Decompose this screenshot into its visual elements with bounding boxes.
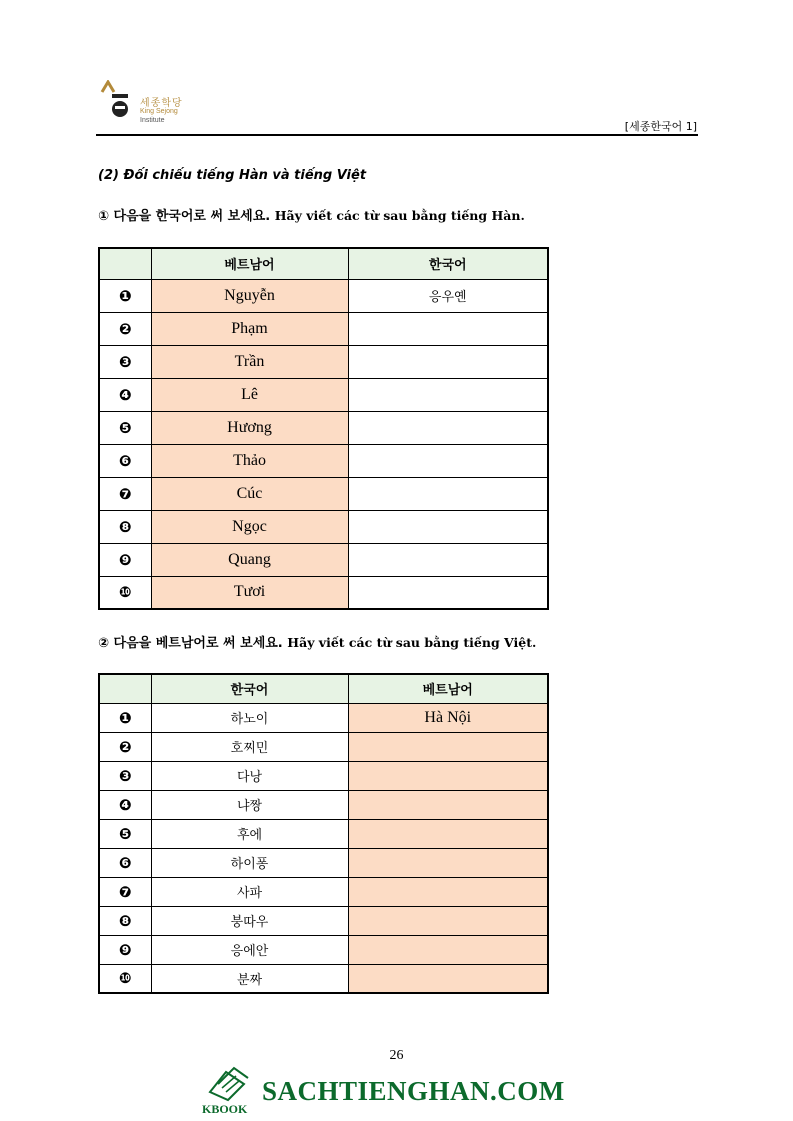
sejong-logo xyxy=(98,80,208,130)
header-divider xyxy=(96,134,698,136)
row-number: ❷ xyxy=(99,732,151,761)
row-number: ❿ xyxy=(99,576,151,609)
row-number: ❷ xyxy=(99,312,151,345)
korean-word: 후에 xyxy=(151,819,348,848)
vietnamese-word: Hương xyxy=(151,411,348,444)
row-number: ❽ xyxy=(99,906,151,935)
book-label: [세종한국어 1] xyxy=(624,120,697,133)
table-header-row xyxy=(99,674,548,703)
korean-word: 하이퐁 xyxy=(151,848,348,877)
korean-answer-field[interactable] xyxy=(348,477,548,510)
table-row xyxy=(99,576,548,609)
korean-answer-field[interactable] xyxy=(348,510,548,543)
vietnamese-answer-field[interactable] xyxy=(348,964,548,993)
table-header-row xyxy=(99,248,548,279)
exercise1-table xyxy=(98,247,549,610)
vietnamese-word: Trần xyxy=(151,345,348,378)
header-vietnamese: 베트남어 xyxy=(348,674,548,703)
korean-word: 호찌민 xyxy=(151,732,348,761)
section-title: (2) Đối chiếu tiếng Hàn và tiếng Việt xyxy=(98,168,367,183)
table-row xyxy=(99,345,548,378)
exercise1-instruction-vi: Hãy viết các từ sau bằng tiếng Hàn. xyxy=(274,208,525,223)
row-number: ❸ xyxy=(99,345,151,378)
row-number: ❾ xyxy=(99,935,151,964)
vietnamese-answer-field[interactable] xyxy=(348,732,548,761)
row-number: ❸ xyxy=(99,761,151,790)
table-row xyxy=(99,279,548,312)
row-number: ❻ xyxy=(99,444,151,477)
row-number: ❼ xyxy=(99,477,151,510)
vietnamese-word: Nguyễn xyxy=(151,279,348,312)
table-row xyxy=(99,444,548,477)
table-row xyxy=(99,964,548,993)
header-korean: 한국어 xyxy=(348,248,548,279)
table-row xyxy=(99,790,548,819)
vietnamese-word: Cúc xyxy=(151,477,348,510)
korean-answer-field[interactable] xyxy=(348,378,548,411)
vietnamese-answer-field[interactable] xyxy=(348,761,548,790)
vietnamese-word: Thảo xyxy=(151,444,348,477)
table-row xyxy=(99,312,548,345)
korean-word: 냐짱 xyxy=(151,790,348,819)
header-korean: 한국어 xyxy=(151,674,348,703)
kbook-label: KBOOK xyxy=(202,1102,248,1116)
row-number: ❺ xyxy=(99,819,151,848)
vietnamese-word: Quang xyxy=(151,543,348,576)
row-number: ❾ xyxy=(99,543,151,576)
vietnamese-word: Tươi xyxy=(151,576,348,609)
korean-word: 사파 xyxy=(151,877,348,906)
exercise2-instruction xyxy=(98,632,536,651)
row-number: ❶ xyxy=(99,703,151,732)
vietnamese-answer-field[interactable] xyxy=(348,906,548,935)
table-row xyxy=(99,819,548,848)
row-number: ❶ xyxy=(99,279,151,312)
table-row xyxy=(99,761,548,790)
table-row xyxy=(99,877,548,906)
korean-word: 하노이 xyxy=(151,703,348,732)
table-row xyxy=(99,732,548,761)
row-number: ❺ xyxy=(99,411,151,444)
korean-word: 붕따우 xyxy=(151,906,348,935)
row-number: ❹ xyxy=(99,378,151,411)
table-row xyxy=(99,906,548,935)
sejong-emblem-icon xyxy=(98,80,132,122)
logo-english-line2: Institute xyxy=(140,117,165,124)
row-number: ❿ xyxy=(99,964,151,993)
korean-word: 응에안 xyxy=(151,935,348,964)
header-num-cell xyxy=(99,248,151,279)
vietnamese-word: Ngọc xyxy=(151,510,348,543)
vietnamese-answer-field[interactable]: Hà Nội xyxy=(348,703,548,732)
korean-answer-field[interactable] xyxy=(348,345,548,378)
korean-answer-field[interactable] xyxy=(348,444,548,477)
row-number: ❽ xyxy=(99,510,151,543)
vietnamese-word: Phạm xyxy=(151,312,348,345)
korean-answer-field[interactable] xyxy=(348,411,548,444)
vietnamese-word: Lê xyxy=(151,378,348,411)
korean-word: 분짜 xyxy=(151,964,348,993)
korean-answer-field[interactable] xyxy=(348,576,548,609)
exercise2-table xyxy=(98,673,549,994)
row-number: ❼ xyxy=(99,877,151,906)
korean-answer-field[interactable] xyxy=(348,312,548,345)
header-vietnamese: 베트남어 xyxy=(151,248,348,279)
korean-answer-field[interactable] xyxy=(348,543,548,576)
table-row xyxy=(99,378,548,411)
vietnamese-answer-field[interactable] xyxy=(348,790,548,819)
logo-english-line1: King Sejong xyxy=(140,108,178,115)
exercise1-instruction xyxy=(98,205,525,224)
footer-brand[interactable]: SACHTIENGHAN.COM xyxy=(262,1076,565,1106)
row-number: ❻ xyxy=(99,848,151,877)
kbook-book-icon xyxy=(204,1062,254,1102)
exercise1-instruction-ko: ① 다음을 한국어로 써 보세요. xyxy=(98,209,271,224)
vietnamese-answer-field[interactable] xyxy=(348,819,548,848)
vietnamese-answer-field[interactable] xyxy=(348,877,548,906)
table-row xyxy=(99,411,548,444)
table-row xyxy=(99,935,548,964)
logo-korean-text: 세종학당 xyxy=(140,98,183,109)
exercise2-instruction-ko: ② 다음을 베트남어로 써 보세요. xyxy=(98,636,283,651)
korean-answer-field[interactable]: 응우옌 xyxy=(348,279,548,312)
header-num-cell xyxy=(99,674,151,703)
table-row xyxy=(99,848,548,877)
table-row xyxy=(99,510,548,543)
table-row xyxy=(99,703,548,732)
page-number: 26 xyxy=(389,1048,404,1063)
exercise2-instruction-vi: Hãy viết các từ sau bằng tiếng Việt. xyxy=(287,635,537,650)
row-number: ❹ xyxy=(99,790,151,819)
vietnamese-answer-field[interactable] xyxy=(348,848,548,877)
table-row xyxy=(99,477,548,510)
table-row xyxy=(99,543,548,576)
vietnamese-answer-field[interactable] xyxy=(348,935,548,964)
korean-word: 다낭 xyxy=(151,761,348,790)
